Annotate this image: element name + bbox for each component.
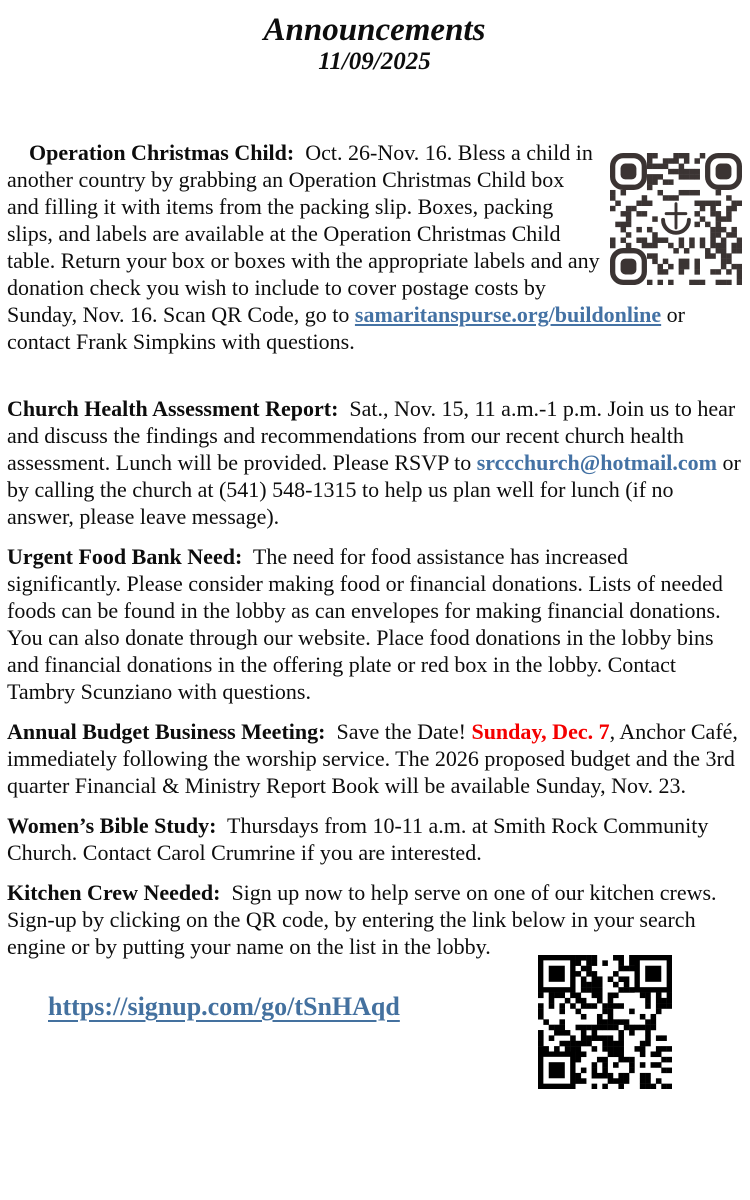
signup-footer: [7, 967, 742, 1182]
announcement-food-bank: [7, 543, 742, 705]
announcement-text: or contact Frank Simpkins with questions.: [7, 301, 691, 354]
samaritans-purse-qr-code: [610, 153, 742, 285]
announcement-heading: Kitchen Crew Needed:: [7, 879, 221, 905]
samaritanspurse-link[interactable]: samaritanspurse.org/buildonline: [354, 301, 662, 327]
announcement-text: Oct. 26-Nov. 16. Bless a child in another country by grabbing an Operation Christmas Child box and filling it with items from the packing slip. Boxes, packing slips, and labels are available at the Operation Christmas Child table. Return your box or boxes with the appropriate labels and any donation check you wish to include to cover postage costs by Sunday, Nov. 16. Scan QR Code, go to: [7, 139, 606, 327]
announcement-budget-meeting: [7, 718, 742, 799]
announcement-text: The need for food assistance has increased significantly. Please consider making food or financial donations. Lists of needed foods can be found in the lobby as can envelopes for making financial donations. You can also donate through our website. Place food donations in the lobby bins and financial donations in the offering plate or red box in the lobby. Contact Tambry Scunziano with questions.: [7, 543, 729, 704]
announcement-heading: Women’s Bible Study:: [7, 812, 217, 838]
announcement-heading: Operation Christmas Child:: [29, 139, 295, 165]
page-date: 11/09/2025: [318, 48, 431, 76]
save-the-date-highlight: Sunday, Dec. 7: [471, 718, 610, 744]
announcement-womens-bible-study: [7, 812, 742, 866]
announcement-text: or by calling the church at (541) 548-1315 to help us plan well for lunch (if no answer, please leave message).: [7, 449, 747, 529]
announcement-text: Save the Date!: [325, 718, 472, 744]
signup-link[interactable]: https://signup.com/go/tSnHAqd: [48, 991, 400, 1021]
announcement-text: Thursdays from 10-11 a.m. at Smith Rock Community Church. Contact Carol Crumrine if you are interested.: [7, 812, 714, 865]
page-title: Announcements: [263, 12, 486, 48]
announcement-heading: Church Health Assessment Report:: [7, 395, 339, 421]
kitchen-crew-signup-qr-code[interactable]: [538, 955, 672, 1089]
announcement-text: , Anchor Café, immediately following the worship service. The 2026 proposed budget and the 3rd quarter Financial & Ministry Report Book will be available Sunday, Nov. 23.: [7, 718, 744, 798]
rsvp-email-link[interactable]: srccchurch@hotmail.com: [476, 449, 717, 475]
announcement-text: Sat., Nov. 15, 11 a.m.-1 p.m. Join us to hear and discuss the findings and recommendations from our recent church health assessment. Lunch will be provided. Please RSVP to: [7, 395, 741, 475]
announcement-heading: Urgent Food Bank Need:: [7, 543, 243, 569]
announcement-church-health-assessment: [7, 395, 747, 530]
announcement-operation-christmas-child: [7, 112, 742, 382]
announcement-heading: Annual Budget Business Meeting:: [7, 718, 326, 744]
announcement-kitchen-crew: [7, 879, 742, 960]
announcement-text: Sign up now to help serve on one of our kitchen crews. Sign-up by clicking on the QR code, by entering the link below in your search engine or by putting your name on the list in the lobby.: [7, 879, 723, 959]
